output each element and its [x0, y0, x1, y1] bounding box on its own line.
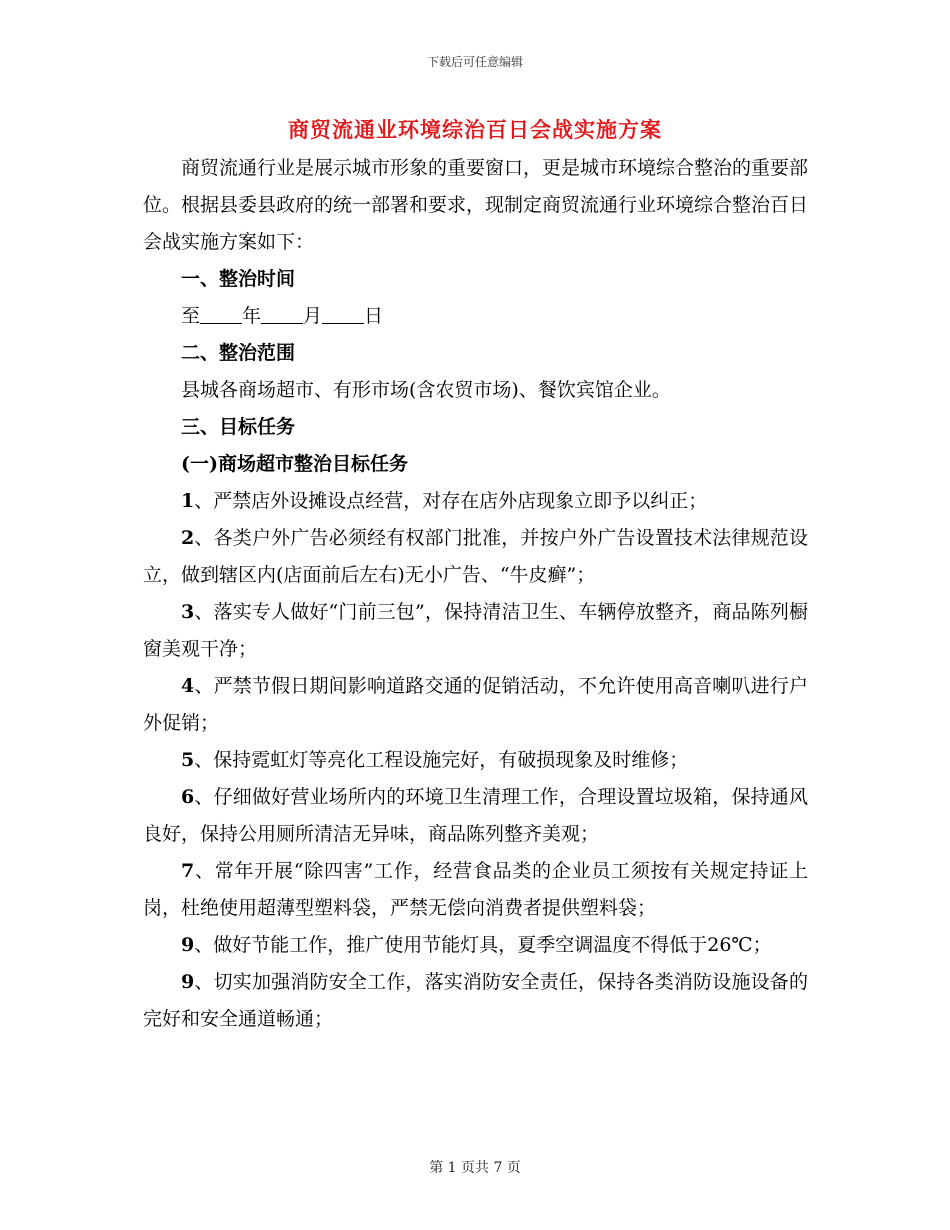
task-item-number: 5	[181, 749, 195, 771]
task-item-text: 、仔细做好营业场所内的环境卫生清理工作，合理设置垃圾箱，保持通风良好，保持公用厕所清洁无异味，商品陈列整齐美观；	[143, 786, 808, 845]
task-item	[143, 853, 808, 927]
year-label: 年	[242, 305, 262, 327]
task-item-number: 9	[181, 971, 195, 993]
month-blank	[261, 303, 303, 324]
task-item	[143, 483, 808, 520]
scope-paragraph: 县城各商场超市、有形市场(含农贸市场)、餐饮宾馆企业。	[181, 379, 671, 401]
day-label: 日	[364, 305, 384, 327]
task-item-text: 、严禁节假日期间影响道路交通的促销活动，不允许使用高音喇叭进行户外促销；	[143, 675, 808, 734]
task-item	[143, 927, 808, 964]
page-header-note: 下载后可任意编辑	[426, 55, 523, 69]
intro-paragraph: 商贸流通行业是展示城市形象的重要窗口，更是城市环境综合整治的重要部位。根据县委县政府的统一部署和要求，现制定商贸流通行业环境综合整治百日会战实施方案如下：	[143, 157, 809, 253]
section-heading-tasks: 三、目标任务	[181, 416, 296, 438]
task-item-number: 3	[181, 601, 195, 623]
task-item-number: 7	[181, 860, 195, 882]
task-item-text: 、保持霓虹灯等亮化工程设施完好，有破损现象及时维修；	[194, 749, 689, 771]
task-item-text: 、落实专人做好“门前三包”，保持清洁卫生、车辆停放整齐，商品陈列橱窗美观干净；	[143, 601, 808, 660]
task-item-number: 6	[181, 786, 195, 808]
task-item-text: 、各类户外广告必须经有权部门批准，并按户外广告设置技术法律规范设立，做到辖区内(店面前后左右)无小广告、“牛皮癣”；	[143, 527, 808, 586]
task-item-text: 、常年开展“除四害”工作，经营食品类的企业员工须按有关规定持证上岗，杜绝使用超薄型塑料袋，严禁无偿向消费者提供塑料袋；	[143, 860, 808, 919]
task-item-number: 2	[181, 527, 195, 549]
subsection-heading-malls: (一)商场超市整治目标任务	[181, 453, 408, 475]
document-title: 商贸流通业环境综治百日会战实施方案	[288, 117, 662, 142]
task-item-number: 1	[181, 490, 195, 512]
day-blank	[322, 303, 364, 324]
task-item	[143, 779, 808, 853]
section-heading-time: 一、整治时间	[181, 268, 296, 290]
page-footer: 第 1 页共 7 页	[429, 1160, 521, 1176]
task-item	[143, 964, 808, 1038]
task-item-text: 、严禁店外设摊设点经营，对存在店外店现象立即予以纠正；	[194, 490, 708, 512]
task-item-number: 9	[181, 934, 195, 956]
task-item	[143, 520, 808, 594]
month-label: 月	[303, 305, 323, 327]
task-item	[143, 668, 808, 742]
year-blank	[200, 303, 242, 324]
section-heading-scope: 二、整治范围	[181, 342, 296, 364]
time-prefix: 至	[181, 305, 201, 327]
task-item-text: 、切实加强消防安全工作，落实消防安全责任，保持各类消防设施设备的完好和安全通道畅通；	[143, 971, 808, 1030]
time-range-line	[143, 298, 808, 335]
task-item	[143, 742, 808, 779]
document-body	[143, 150, 808, 1038]
task-item-text: 、做好节能工作，推广使用节能灯具，夏季空调温度不得低于26℃；	[194, 934, 772, 956]
task-item-number: 4	[181, 675, 195, 697]
task-item	[143, 594, 808, 668]
